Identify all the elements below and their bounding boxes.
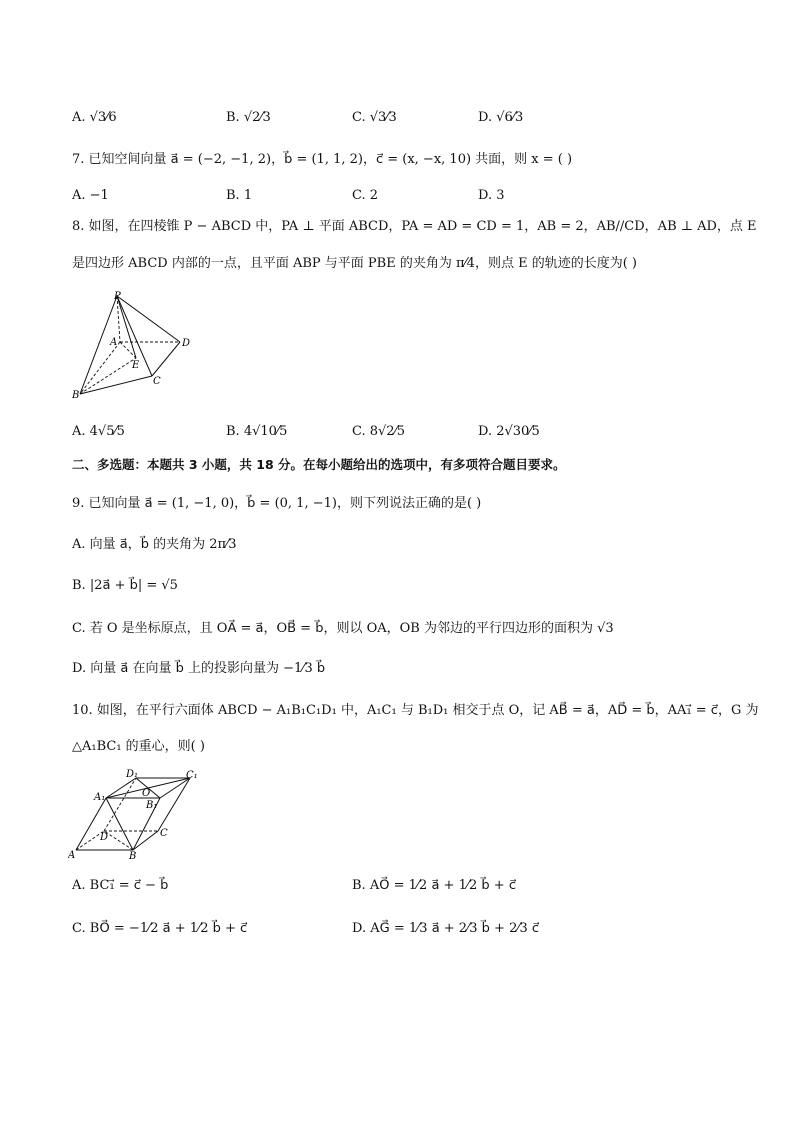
q9-option-d: D. 向量 a⃗ 在向量 b⃗ 上的投影向量为 −1⁄3 b⃗ xyxy=(72,661,326,676)
q10-stem-line2: △A₁BC₁ 的重心，则( ) xyxy=(72,739,205,754)
q10-label-d1: D₁ xyxy=(126,769,139,780)
q6-option-d: D. √6⁄3 xyxy=(478,110,524,125)
q7-stem: 7. 已知空间向量 a⃗ = (−2, −1, 2)，b⃗ = (1, 1, 2)，c⃗ = (x, −x, 10) 共面，则 x = ( ) xyxy=(72,152,573,167)
q10-label-a: A xyxy=(68,850,76,860)
q9-stem: 9. 已知向量 a⃗ = (1, −1, 0)，b⃗ = (0, 1, −1)，则下列说法正确的是( ) xyxy=(72,496,482,511)
q10-label-o: O xyxy=(142,788,151,799)
q8-stem-line2: 是四边形 ABCD 内部的一点，且平面 ABP 与平面 PBE 的夹角为 π⁄4，则点 E 的轨迹的长度为( ) xyxy=(72,256,637,271)
q10-option-b: B. AO⃗ = 1⁄2 a⃗ + 1⁄2 b⃗ + c⃗ xyxy=(352,878,516,893)
q8-option-b: B. 4√10⁄5 xyxy=(226,424,288,439)
q8-label-e: E xyxy=(132,360,140,371)
q7-option-b: B. 1 xyxy=(226,188,253,203)
q10-option-d: D. AG⃗ = 1⁄3 a⃗ + 2⁄3 b⃗ + 2⁄3 c⃗ xyxy=(352,921,540,936)
q8-label-a: A xyxy=(110,337,118,348)
q9-option-b: B. |2a⃗ + b⃗| = √5 xyxy=(72,578,178,593)
q10-label-c1: C₁ xyxy=(186,770,198,781)
q8-label-b: B xyxy=(72,390,80,400)
q10-label-c: C xyxy=(160,828,168,839)
q6-option-a: A. √3⁄6 xyxy=(72,110,117,125)
q10-label-b1: B₁ xyxy=(146,800,158,811)
q8-pyramid-figure xyxy=(70,288,210,400)
q6-option-c: C. √3⁄3 xyxy=(352,110,397,125)
q10-label-d: D xyxy=(100,832,109,843)
q7-option-d: D. 3 xyxy=(478,188,505,203)
q7-option-a: A. −1 xyxy=(72,188,109,203)
q9-option-c: C. 若 O 是坐标原点，且 OA⃗ = a⃗，OB⃗ = b⃗，则以 OA，OB 为邻边的平行四边形的面积为 √3 xyxy=(72,621,614,636)
q10-label-a1: A₁ xyxy=(94,792,106,803)
q8-option-a: A. 4√5⁄5 xyxy=(72,424,125,439)
q10-parallelepiped-figure xyxy=(68,768,208,860)
q10-label-b: B xyxy=(129,851,137,860)
q10-stem-line1: 10. 如图，在平行六面体 ABCD − A₁B₁C₁D₁ 中，A₁C₁ 与 B₁D₁ 相交于点 O，记 AB⃗ = a⃗，AD⃗ = b⃗，AA₁⃗ = c⃗，G 为 xyxy=(72,703,759,718)
q10-option-a: A. BC₁⃗ = c⃗ − b⃗ xyxy=(72,878,169,893)
q8-label-p: P xyxy=(114,291,121,302)
q8-label-c: C xyxy=(153,376,161,387)
q8-option-d: D. 2√30⁄5 xyxy=(478,424,540,439)
q8-option-c: C. 8√2⁄5 xyxy=(352,424,406,439)
q8-label-d: D xyxy=(182,338,191,349)
q8-stem-line1: 8. 如图，在四棱锥 P − ABCD 中，PA ⊥ 平面 ABCD，PA = AD = CD = 1，AB = 2，AB//CD，AB ⊥ AD，点 E xyxy=(72,219,757,234)
q9-option-a: A. 向量 a⃗，b⃗ 的夹角为 2π⁄3 xyxy=(72,537,237,552)
q6-option-b: B. √2⁄3 xyxy=(226,110,271,125)
section-2-heading: 二、多选题：本题共 3 小题，共 18 分。在每小题给出的选项中，有多项符合题目要求。 xyxy=(72,457,566,472)
q10-option-c: C. BO⃗ = −1⁄2 a⃗ + 1⁄2 b⃗ + c⃗ xyxy=(72,921,248,936)
q7-option-c: C. 2 xyxy=(352,188,379,203)
